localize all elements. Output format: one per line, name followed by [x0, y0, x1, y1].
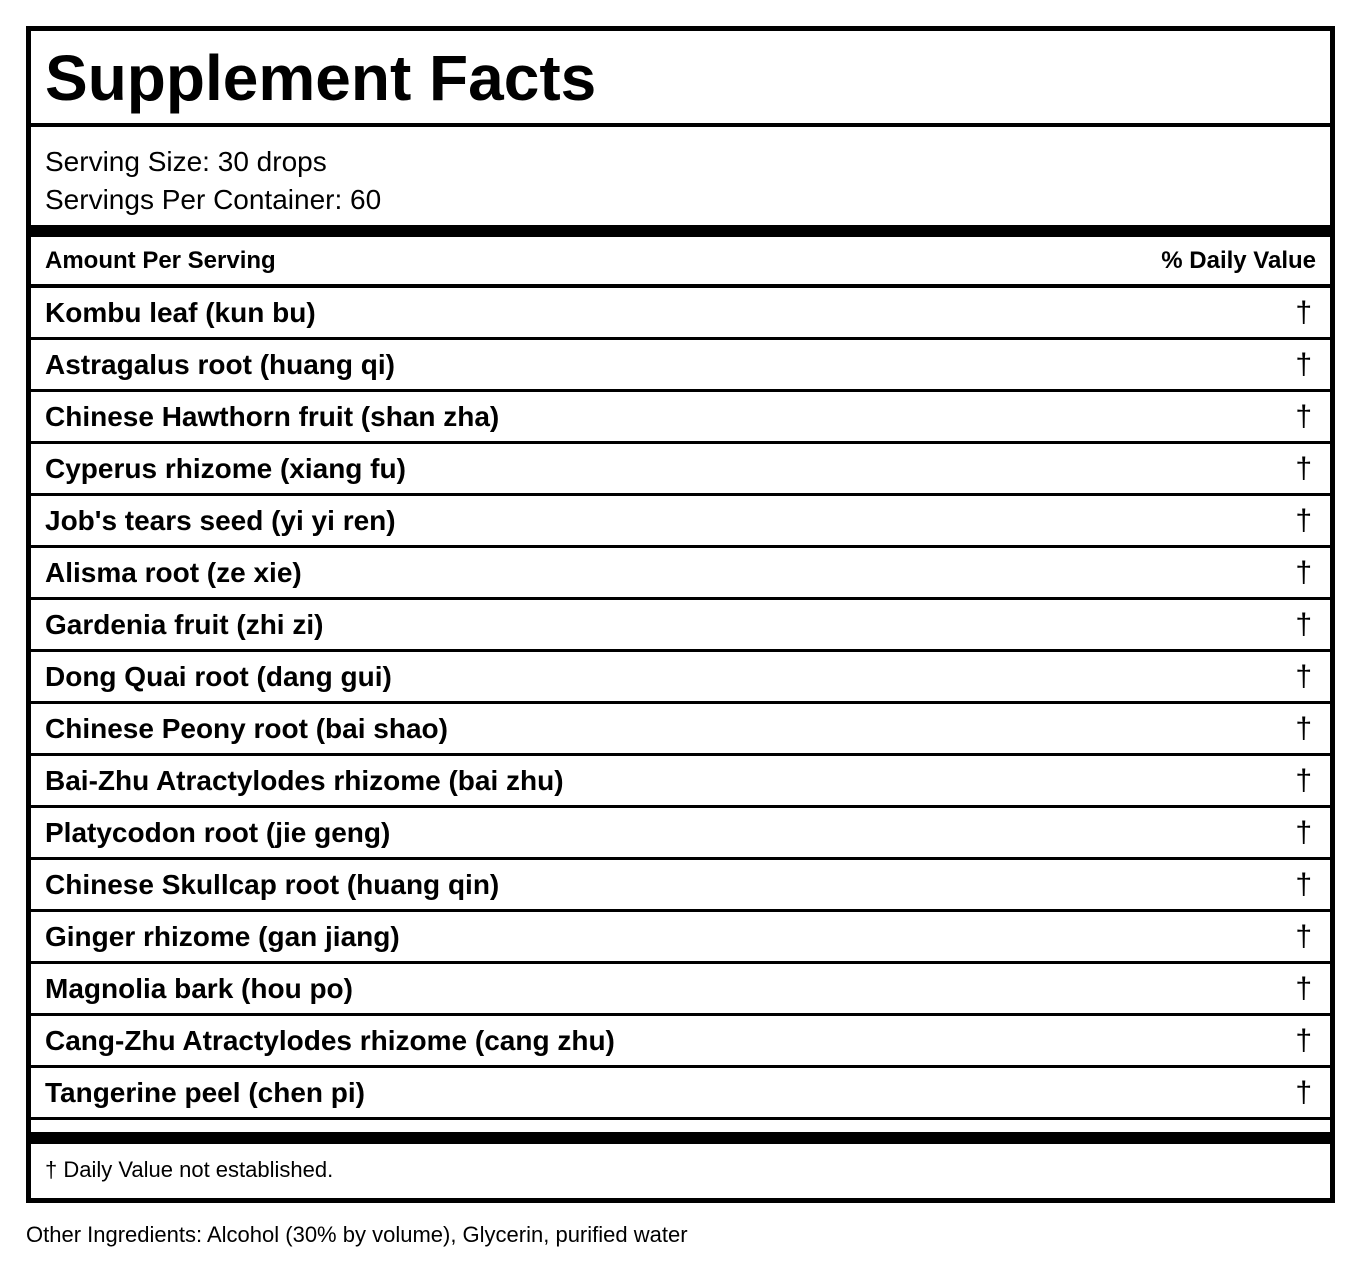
other-ingredients: Other Ingredients: Alcohol (30% by volume), Glycerin, purified water	[26, 1222, 688, 1247]
serving-info	[31, 127, 1330, 237]
ingredient-row	[31, 860, 1330, 912]
ingredient-name: Platycodon root (jie geng)	[45, 816, 391, 848]
ingredient-name: Dong Quai root (dang gui)	[45, 660, 392, 692]
footnote: † Daily Value not established.	[45, 1157, 334, 1182]
ingredient-daily-value: †	[1295, 399, 1312, 433]
panel-title: Supplement Facts	[45, 42, 597, 114]
ingredient-row	[31, 756, 1330, 808]
ingredient-name: Job's tears seed (yi yi ren)	[45, 504, 396, 536]
ingredient-daily-value: †	[1295, 1075, 1312, 1109]
ingredient-row	[31, 548, 1330, 600]
ingredient-daily-value: †	[1295, 295, 1312, 329]
ingredient-name: Tangerine peel (chen pi)	[45, 1076, 365, 1108]
servings-per-container: Servings Per Container: 60	[45, 184, 382, 215]
supplement-facts-panel	[26, 26, 1335, 1203]
serving-size: Serving Size: 30 drops	[45, 146, 327, 177]
ingredient-row	[31, 964, 1330, 1016]
footnote-row	[31, 1144, 1330, 1196]
ingredient-daily-value: †	[1295, 919, 1312, 953]
ingredient-name: Gardenia fruit (zhi zi)	[45, 608, 324, 640]
ingredient-daily-value: †	[1295, 1023, 1312, 1057]
ingredient-row	[31, 392, 1330, 444]
ingredient-row	[31, 600, 1330, 652]
ingredient-daily-value: †	[1295, 971, 1312, 1005]
ingredient-daily-value: †	[1295, 555, 1312, 589]
ingredient-row	[31, 1068, 1330, 1120]
ingredient-name: Bai-Zhu Atractylodes rhizome (bai zhu)	[45, 764, 564, 796]
ingredient-daily-value: †	[1295, 763, 1312, 797]
ingredient-list	[31, 288, 1330, 1120]
ingredient-row	[31, 808, 1330, 860]
ingredient-name: Alisma root (ze xie)	[45, 556, 302, 588]
ingredient-row	[31, 912, 1330, 964]
ingredient-row	[31, 704, 1330, 756]
ingredient-daily-value: †	[1295, 347, 1312, 381]
amount-per-serving-header: Amount Per Serving	[45, 246, 276, 274]
ingredient-name: Cang-Zhu Atractylodes rhizome (cang zhu)	[45, 1024, 615, 1056]
ingredient-daily-value: †	[1295, 451, 1312, 485]
ingredient-row	[31, 652, 1330, 704]
ingredient-row	[31, 1016, 1330, 1068]
ingredient-daily-value: †	[1295, 815, 1312, 849]
ingredient-row	[31, 444, 1330, 496]
ingredient-name: Magnolia bark (hou po)	[45, 972, 353, 1004]
ingredient-daily-value: †	[1295, 607, 1312, 641]
ingredient-row	[31, 496, 1330, 548]
ingredient-daily-value: †	[1295, 711, 1312, 745]
daily-value-header: % Daily Value	[1161, 246, 1316, 274]
ingredient-name: Ginger rhizome (gan jiang)	[45, 920, 400, 952]
ingredient-daily-value: †	[1295, 867, 1312, 901]
ingredient-name: Chinese Hawthorn fruit (shan zha)	[45, 400, 500, 432]
ingredient-row	[31, 340, 1330, 392]
ingredient-row	[31, 288, 1330, 340]
ingredient-name: Cyperus rhizome (xiang fu)	[45, 452, 406, 484]
title-row	[31, 31, 1330, 127]
ingredient-name: Chinese Peony root (bai shao)	[45, 712, 448, 744]
ingredient-name: Chinese Skullcap root (huang qin)	[45, 868, 500, 900]
ingredient-daily-value: †	[1295, 659, 1312, 693]
ingredient-name: Kombu leaf (kun bu)	[45, 296, 316, 328]
ingredient-name: Astragalus root (huang qi)	[45, 348, 395, 380]
ingredient-daily-value: †	[1295, 503, 1312, 537]
column-header-row	[31, 237, 1330, 288]
section-divider	[31, 1120, 1330, 1144]
